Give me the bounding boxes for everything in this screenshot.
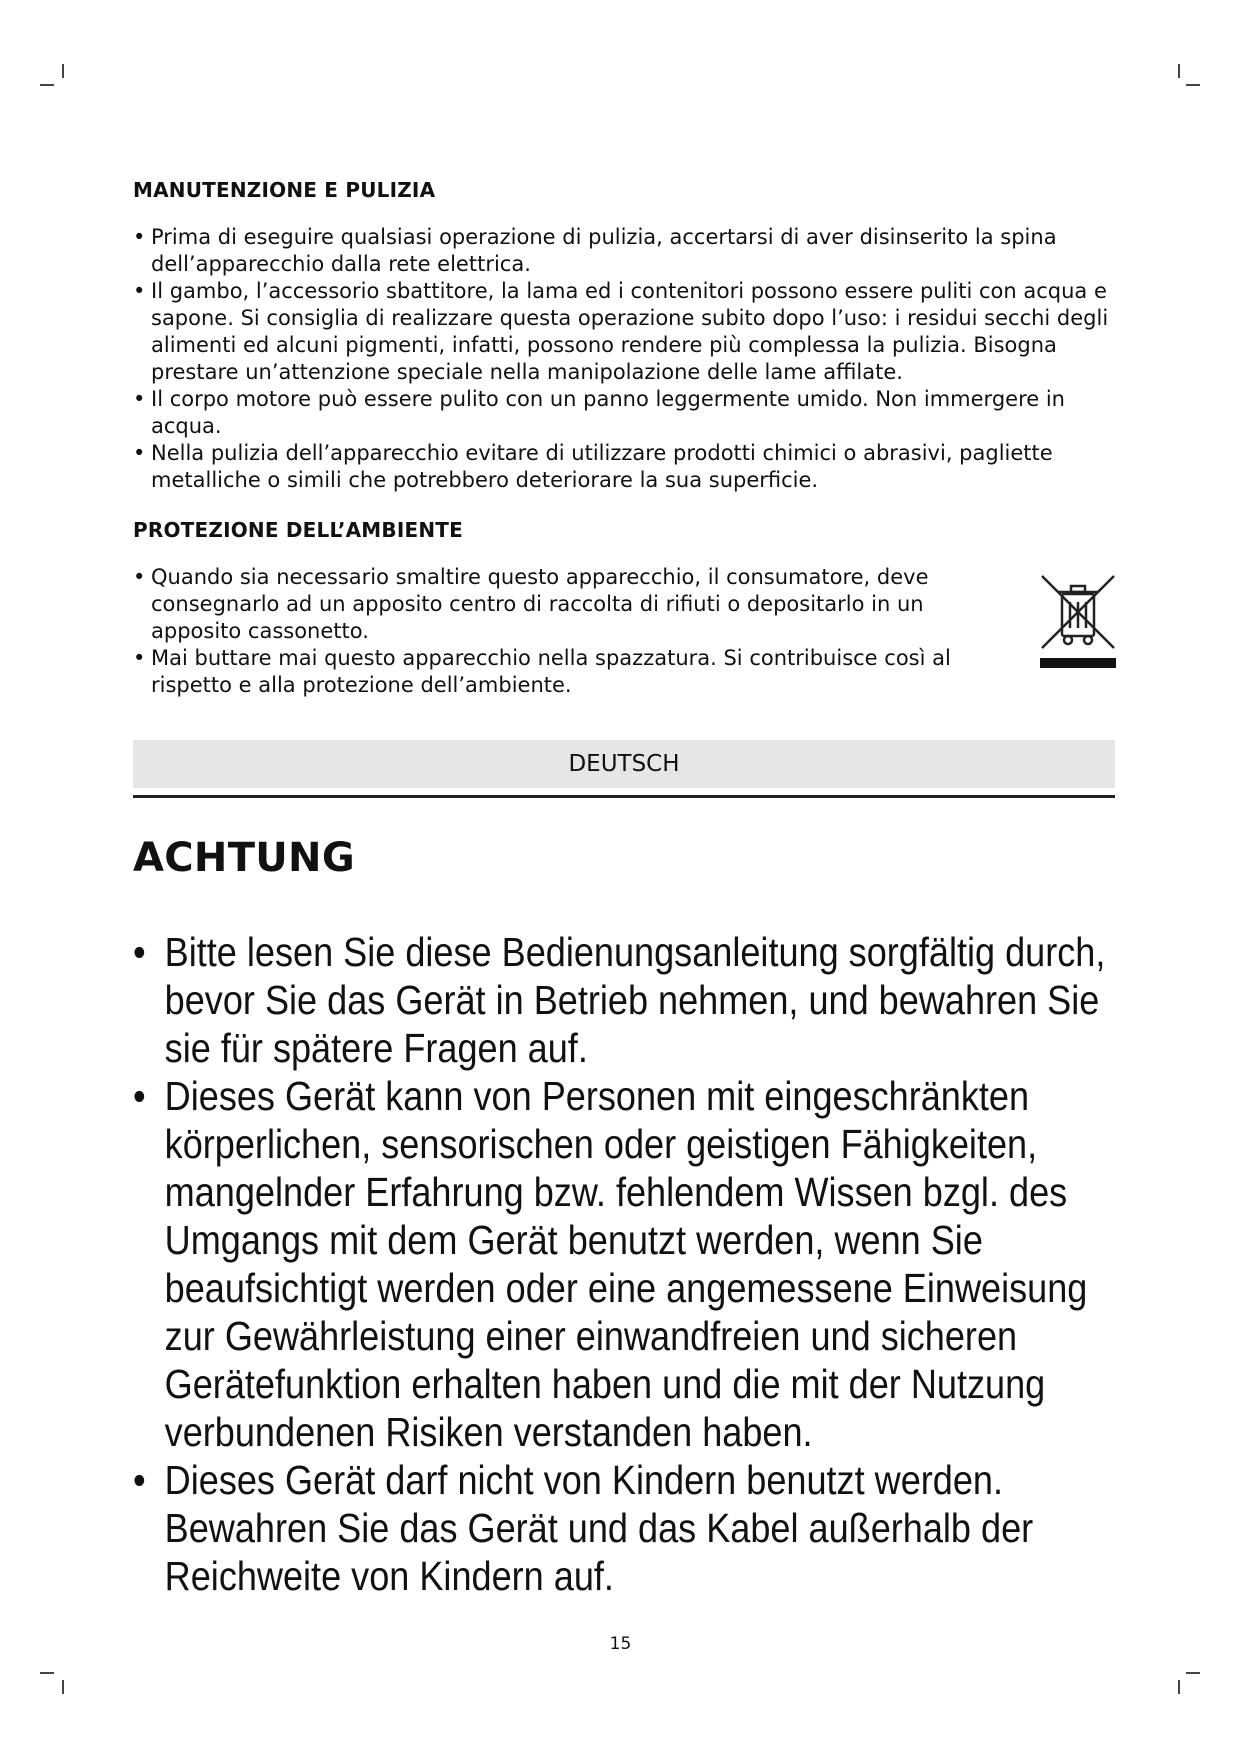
- environment-list: [133, 564, 1013, 699]
- crop-mark: [40, 84, 54, 86]
- section-heading-maintenance: MANUTENZIONE E PULIZIA: [133, 178, 436, 202]
- bullet: •: [133, 1073, 146, 1119]
- environment-block: [133, 564, 1115, 699]
- list-item: [133, 645, 1013, 699]
- list-item-text: Mai buttare mai questo apparecchio nella spazzatura. Si contribuisce così al rispetto e alla protezione dell’ambiente.: [151, 646, 951, 697]
- page-title: ACHTUNG: [133, 835, 355, 881]
- warning-list: [133, 928, 1123, 1600]
- language-bar: DEUTSCH: [133, 740, 1115, 788]
- bullet: •: [133, 441, 146, 465]
- bullet: •: [133, 225, 146, 249]
- bullet: •: [133, 646, 146, 670]
- list-item-text: Quando sia necessario smaltire questo apparecchio, il consumatore, deve consegnarlo ad un apposito centro di raccolta di rifiuti o depositarlo in un apposito cassonetto.: [151, 565, 929, 643]
- list-item: [133, 224, 1115, 278]
- list-item: [133, 564, 1013, 645]
- crop-mark: [62, 1680, 64, 1694]
- maintenance-list: [133, 224, 1115, 494]
- crop-mark: [40, 1672, 54, 1674]
- list-item-text: Bitte lesen Sie diese Bedienungsanleitung sorgfältig durch, bevor Sie das Gerät in Betrieb nehmen, und bewahren Sie sie für spätere Fragen auf.: [164, 929, 1106, 1071]
- list-item: [133, 278, 1115, 386]
- page-number: 15: [609, 1634, 632, 1654]
- list-item-text: Il corpo motore può essere pulito con un panno leggermente umido. Non immergere in acqua.: [151, 387, 1065, 438]
- list-item-text: Nella pulizia dell’apparecchio evitare di utilizzare prodotti chimici o abrasivi, pagliette metalliche o simili che potrebbero deteriorare la sua superficie.: [151, 441, 1053, 492]
- list-item: [133, 440, 1115, 494]
- list-item: [133, 1072, 1123, 1456]
- crop-mark: [1186, 84, 1200, 86]
- list-item-text: Prima di eseguire qualsiasi operazione di pulizia, accertarsi di aver disinserito la spina dell’apparecchio dalla rete elettrica.: [151, 225, 1057, 276]
- bullet: •: [133, 929, 146, 975]
- crop-mark: [62, 64, 64, 78]
- bullet: •: [133, 279, 146, 303]
- crop-mark: [1186, 1672, 1200, 1674]
- section-heading-environment: PROTEZIONE DELL’AMBIENTE: [133, 518, 463, 542]
- divider: [133, 795, 1115, 798]
- bullet: •: [133, 387, 146, 411]
- list-item: [133, 1456, 1123, 1600]
- list-item-text: Il gambo, l’accessorio sbattitore, la lama ed i contenitori possono essere puliti con acqua e sapone. Si consiglia di realizzare questa operazione subito dopo l’uso: i residui secchi degli alimenti ed alcuni pigmenti, infatti, possono rendere più complessa la pulizia. Bisogna prestare un’attenzione speciale nella manipolazione delle lame affilate.: [151, 279, 1109, 384]
- crop-mark: [1178, 64, 1180, 78]
- list-item-text: Dieses Gerät kann von Personen mit eingeschränkten körperlichen, sensorischen oder geistigen Fähigkeiten, mangelnder Erfahrung bzw. fehlendem Wissen bzgl. des Umgangs mit dem Gerät benutzt werden, wenn Sie beaufsichtigt werden oder eine angemessene Einweisung zur Gewährleistung einer einwandfreien und sicheren Gerätefunktion erhalten haben und die mit der Nutzung verbundenen Risiken verstanden haben.: [164, 1073, 1088, 1455]
- weee-crossed-bin-icon: [1038, 572, 1118, 672]
- crop-mark: [1178, 1680, 1180, 1694]
- bullet: •: [133, 565, 146, 589]
- italian-section: [133, 178, 1115, 699]
- list-item: [133, 386, 1115, 440]
- list-item: [133, 928, 1123, 1072]
- bullet: •: [133, 1457, 146, 1503]
- list-item-text: Dieses Gerät darf nicht von Kindern benutzt werden. Bewahren Sie das Gerät und das Kabel außerhalb der Reichweite von Kindern auf.: [164, 1457, 1034, 1599]
